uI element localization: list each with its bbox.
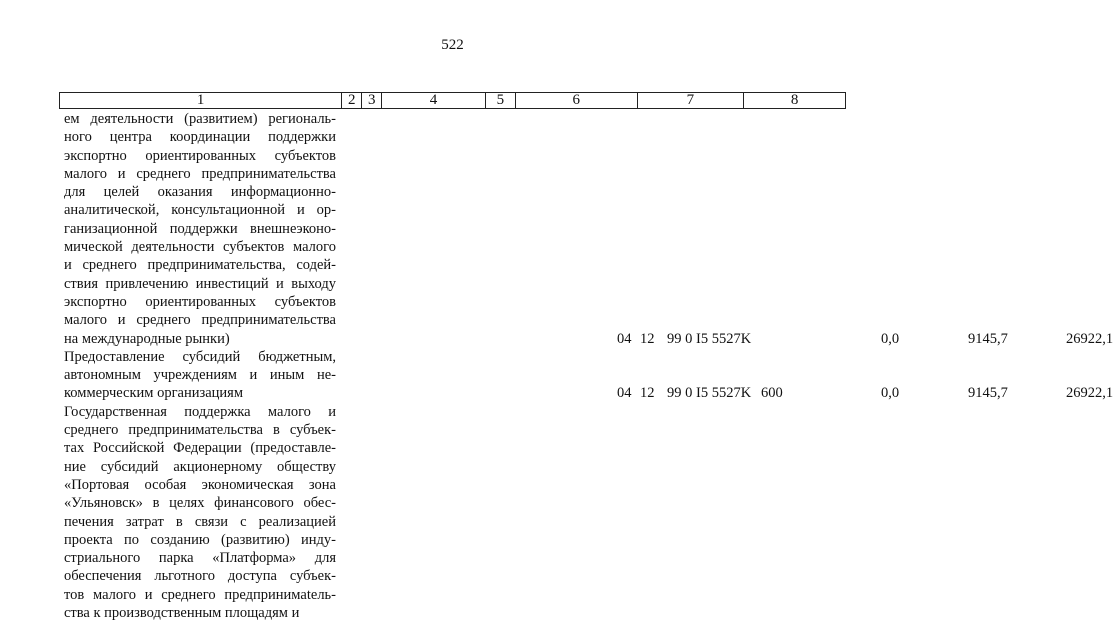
description-line: Предоставление субсидий бюджетным, — [64, 348, 336, 365]
description-line: тов малого и среднего предпринимatель- — [64, 586, 336, 603]
row-description — [64, 348, 336, 403]
table-row — [64, 403, 844, 623]
column-header-7: 7 — [638, 93, 745, 108]
description-line: обеспечения льготного доступа субъек- — [64, 568, 336, 585]
description-line: экспортно ориентированных субъектов — [64, 147, 336, 164]
amount-col8: 26922,1 — [1066, 330, 1113, 347]
description-line: и среднего предпринимательства, содей- — [64, 257, 336, 274]
section-code: 04 — [617, 385, 632, 402]
target-article-code: 99 0 I5 5527K — [667, 385, 752, 402]
description-line: «Ульяновск» в целях финансового обес- — [64, 495, 336, 512]
scan-artifact-top — [0, 8, 905, 11]
amount-col7: 9145,7 — [968, 385, 1008, 402]
expense-type-code: 600 — [761, 385, 783, 402]
description-line: Государственная поддержка малого и — [64, 403, 336, 420]
description-line: проекта по созданию (развитию) инду- — [64, 531, 336, 548]
table-header — [59, 92, 846, 109]
column-header-3: 3 — [362, 93, 382, 108]
amount-col8: 26922,1 — [1066, 385, 1113, 402]
description-line: аналитической, консультационной и ор- — [64, 202, 336, 219]
column-header-6: 6 — [516, 93, 638, 108]
row-description — [64, 110, 336, 348]
description-line: «Портовая особая экономическая зона — [64, 476, 336, 493]
table-body — [64, 110, 1113, 622]
scan-artifact-bottom — [0, 628, 905, 631]
row-values — [336, 403, 844, 623]
amount-col6: 0,0 — [881, 330, 900, 347]
amount-col7: 9145,7 — [968, 330, 1008, 347]
amount-col6: 0,0 — [881, 385, 900, 402]
column-header-5: 5 — [486, 93, 516, 108]
description-line: малого и среднего предпринимательства — [64, 165, 336, 182]
description-line: для целей оказания информационно- — [64, 184, 336, 201]
description-line: стриального парка «Платформа» для — [64, 550, 336, 567]
page-number: 522 — [441, 37, 464, 53]
subsection-code: 12 — [640, 330, 655, 347]
table-row — [64, 348, 1113, 403]
description-line: малого и среднего предпринимательства — [64, 312, 336, 329]
table-row — [64, 110, 1113, 348]
subsection-code: 12 — [640, 385, 655, 402]
row-values — [336, 348, 1113, 403]
row-description — [64, 403, 336, 623]
description-line: ем деятельности (развитием) региональ- — [64, 111, 336, 127]
description-line: коммерческим организациям — [64, 385, 244, 402]
description-line: на международные рынки) — [64, 330, 230, 347]
description-line: ганизационной поддержки внешнеэконо- — [64, 220, 336, 237]
section-code: 04 — [617, 330, 632, 347]
column-header-4: 4 — [382, 93, 486, 108]
row-values — [336, 110, 1113, 348]
description-line: автономным учреждениям и иным не- — [64, 367, 336, 384]
description-line: экспортно ориентированных субъектов — [64, 293, 336, 310]
description-line: мической деятельности субъектов малого — [64, 239, 336, 256]
column-header-1: 1 — [60, 93, 342, 108]
description-line: ства к производственным площадям и — [64, 605, 300, 622]
description-line: ствия привлечению инвестиций и выходу — [64, 275, 336, 292]
column-header-2: 2 — [342, 93, 362, 108]
target-article-code: 99 0 I5 5527K — [667, 330, 752, 347]
description-line: ние субсидий акционерному обществу — [64, 458, 336, 475]
description-line: тах Российской Федерации (предоставле- — [64, 440, 336, 457]
description-line: среднего предпринимательства в субъек- — [64, 422, 336, 439]
description-line: печения затрат в связи с реализацией — [64, 513, 336, 530]
column-header-8: 8 — [790, 92, 799, 108]
description-line: ного центра координации поддержки — [64, 129, 336, 146]
